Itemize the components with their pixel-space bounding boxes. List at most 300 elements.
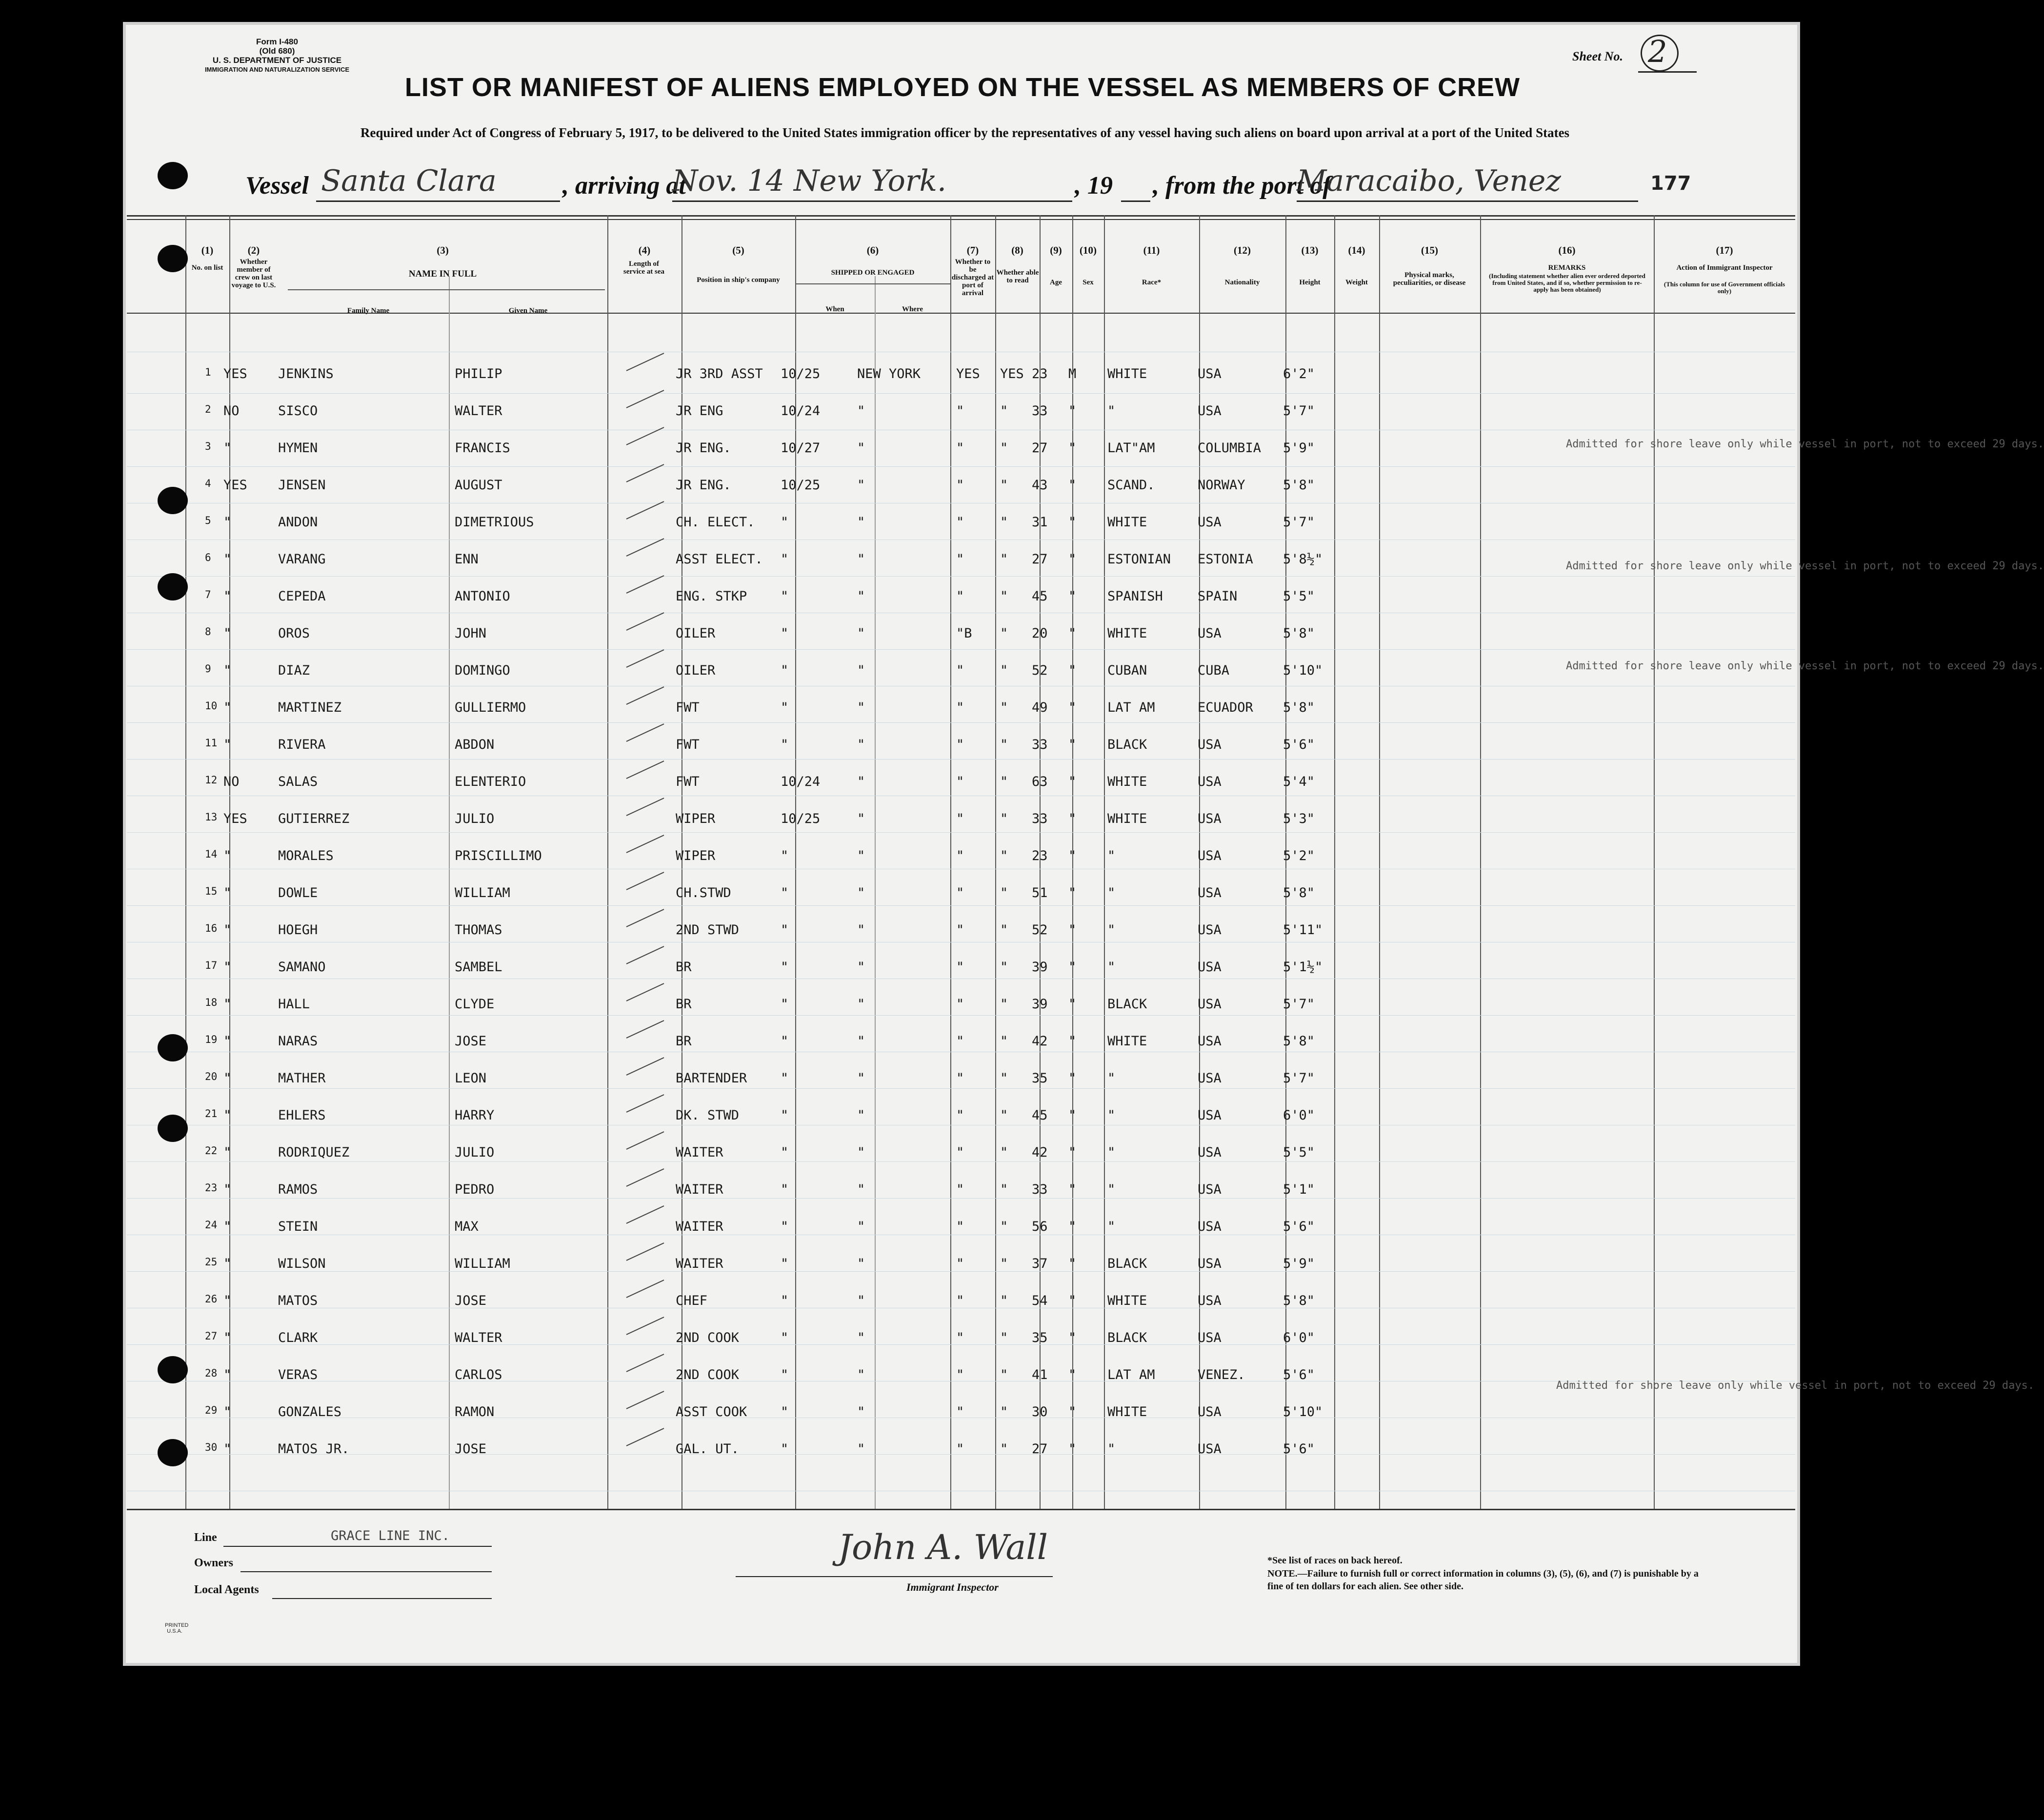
punch-hole bbox=[158, 573, 188, 600]
col11-label: Race* bbox=[1142, 279, 1162, 286]
discharged: " bbox=[956, 1071, 964, 1086]
position: CH. ELECT. bbox=[676, 515, 755, 530]
nationality: USA bbox=[1198, 997, 1222, 1012]
shipped-when: " bbox=[781, 1330, 789, 1345]
family-name: MORALES bbox=[278, 848, 334, 863]
age: 33 bbox=[1032, 1182, 1048, 1197]
able-to-read: YES bbox=[1000, 366, 1024, 381]
shipped-when: " bbox=[781, 1404, 789, 1420]
given-name: WALTER bbox=[455, 1330, 502, 1345]
when-head: When bbox=[825, 305, 844, 313]
family-name: GONZALES bbox=[278, 1404, 342, 1420]
race: WHITE bbox=[1107, 1404, 1147, 1420]
discharged: " bbox=[956, 811, 964, 826]
shipped-when: " bbox=[781, 1256, 789, 1271]
shipped-where: " bbox=[857, 1034, 865, 1049]
given-name: JOHN bbox=[455, 626, 487, 641]
given-name: ABDON bbox=[455, 737, 495, 752]
col15-label: Physical marks, peculiarities, or disease bbox=[1393, 271, 1466, 287]
last-voyage: " bbox=[223, 440, 232, 456]
family-name: JENKINS bbox=[278, 366, 334, 381]
able-to-read: " bbox=[1000, 811, 1008, 826]
nationality: USA bbox=[1198, 1034, 1222, 1049]
height: 5'7" bbox=[1283, 515, 1315, 530]
shipped-where: " bbox=[857, 478, 865, 493]
race: " bbox=[1107, 885, 1116, 900]
sex: " bbox=[1068, 1219, 1077, 1234]
col2-label: Whether member of crew on last voyage to U.S. bbox=[231, 258, 276, 289]
nationality: USA bbox=[1198, 885, 1222, 900]
col1-label: No. on list bbox=[191, 264, 223, 272]
age: 23 bbox=[1032, 366, 1048, 381]
race: WHITE bbox=[1107, 366, 1147, 381]
nationality: USA bbox=[1198, 922, 1222, 938]
last-voyage: " bbox=[223, 1256, 232, 1271]
able-to-read: " bbox=[1000, 1145, 1008, 1160]
last-voyage: " bbox=[223, 997, 232, 1012]
col7-num: (7) bbox=[966, 244, 979, 256]
race: LAT AM bbox=[1107, 1367, 1155, 1382]
given-name: DOMINGO bbox=[455, 663, 510, 678]
row-number: 3 bbox=[205, 440, 211, 452]
shipped-where: " bbox=[857, 1108, 865, 1123]
from-port-value: Maracaibo, Venez bbox=[1297, 164, 1561, 198]
table-row bbox=[127, 626, 1795, 663]
race: " bbox=[1107, 1145, 1116, 1160]
given-name: PHILIP bbox=[455, 366, 502, 381]
check-mark-icon bbox=[626, 353, 664, 371]
age: 27 bbox=[1032, 1441, 1048, 1457]
col12-label: Nationality bbox=[1224, 279, 1260, 286]
family-name: EHLERS bbox=[278, 1108, 326, 1123]
given-name: ANTONIO bbox=[455, 589, 510, 604]
table-bottom-border bbox=[127, 1509, 1795, 1510]
row-number: 26 bbox=[205, 1293, 218, 1305]
position: 2ND COOK bbox=[676, 1330, 740, 1345]
shipped-when: 10/24 bbox=[781, 403, 821, 419]
sex: " bbox=[1068, 1145, 1077, 1160]
family-name: HALL bbox=[278, 997, 310, 1012]
col11-num: (11) bbox=[1143, 244, 1160, 256]
sex: " bbox=[1068, 885, 1077, 900]
shipped-when: " bbox=[781, 1108, 789, 1123]
given-name: JULIO bbox=[455, 811, 495, 826]
arriving-value: Nov. 14 New York. bbox=[672, 164, 947, 198]
given-name: WILLIAM bbox=[455, 1256, 510, 1271]
family-name: ANDON bbox=[278, 515, 318, 530]
position: CH.STWD bbox=[676, 885, 731, 900]
discharged: " bbox=[956, 1145, 964, 1160]
sex: " bbox=[1068, 552, 1077, 567]
given-name: MAX bbox=[455, 1219, 479, 1234]
printer-mark: PRINTED U.S.A. bbox=[165, 1622, 189, 1634]
able-to-read: " bbox=[1000, 403, 1008, 419]
age: 27 bbox=[1032, 440, 1048, 456]
table-row bbox=[127, 1034, 1795, 1071]
owners-label: Owners bbox=[194, 1557, 233, 1569]
family-name: RAMOS bbox=[278, 1182, 318, 1197]
nationality: SPAIN bbox=[1198, 589, 1238, 604]
shipped-where: " bbox=[857, 848, 865, 863]
discharged: YES bbox=[956, 366, 980, 381]
race: " bbox=[1107, 1219, 1116, 1234]
discharged: " bbox=[956, 1219, 964, 1234]
age: 35 bbox=[1032, 1071, 1048, 1086]
sheet-number-label: Sheet No. bbox=[1572, 49, 1623, 63]
height: 5'1" bbox=[1283, 1182, 1315, 1197]
crew-table bbox=[127, 215, 2044, 1513]
sex: " bbox=[1068, 737, 1077, 752]
age: 45 bbox=[1032, 1108, 1048, 1123]
height: 5'7" bbox=[1283, 1071, 1315, 1086]
race: LAT"AM bbox=[1107, 440, 1155, 456]
shipped-where: " bbox=[857, 440, 865, 456]
given-name: PEDRO bbox=[455, 1182, 495, 1197]
sex: " bbox=[1068, 1441, 1077, 1457]
shipped-when: " bbox=[781, 1145, 789, 1160]
race: ESTONIAN bbox=[1107, 552, 1171, 567]
nationality: USA bbox=[1198, 1330, 1222, 1345]
race: WHITE bbox=[1107, 626, 1147, 641]
line-underline bbox=[223, 1546, 492, 1547]
sex: " bbox=[1068, 774, 1077, 789]
col3-num: (3) bbox=[437, 244, 449, 256]
age: 30 bbox=[1032, 1404, 1048, 1420]
row-number: 17 bbox=[205, 960, 218, 971]
table-top-border-2 bbox=[127, 219, 1795, 220]
shipped-where: " bbox=[857, 1145, 865, 1160]
col16-label: REMARKS bbox=[1548, 264, 1586, 272]
position: JR ENG. bbox=[676, 478, 731, 493]
height: 5'11" bbox=[1283, 922, 1323, 938]
given-name: WILLIAM bbox=[455, 885, 510, 900]
nationality: CUBA bbox=[1198, 663, 1230, 678]
shipped-where: " bbox=[857, 1441, 865, 1457]
family-name: STEIN bbox=[278, 1219, 318, 1234]
race: " bbox=[1107, 960, 1116, 975]
row-number: 23 bbox=[205, 1182, 218, 1194]
family-name: MATHER bbox=[278, 1071, 326, 1086]
height: 5'10" bbox=[1283, 1404, 1323, 1420]
table-row bbox=[127, 1219, 1795, 1256]
agents-underline bbox=[272, 1598, 492, 1599]
able-to-read: " bbox=[1000, 1034, 1008, 1049]
line-label: Line bbox=[194, 1531, 217, 1544]
sex: " bbox=[1068, 626, 1077, 641]
nationality: COLUMBIA bbox=[1198, 440, 1262, 456]
form-number: Form I-480 bbox=[256, 37, 298, 46]
table-row bbox=[127, 1404, 1795, 1441]
signature-underline bbox=[736, 1576, 1053, 1577]
table-row bbox=[127, 848, 1795, 885]
able-to-read: " bbox=[1000, 589, 1008, 604]
able-to-read: " bbox=[1000, 922, 1008, 938]
height: 5'8" bbox=[1283, 626, 1315, 641]
sex: " bbox=[1068, 663, 1077, 678]
discharged: " bbox=[956, 885, 964, 900]
age: 39 bbox=[1032, 960, 1048, 975]
shipped-when: " bbox=[781, 885, 789, 900]
nationality: USA bbox=[1198, 1145, 1222, 1160]
position: GAL. UT. bbox=[676, 1441, 740, 1457]
last-voyage: " bbox=[223, 960, 232, 975]
table-row bbox=[127, 1441, 1795, 1479]
last-voyage: " bbox=[223, 1145, 232, 1160]
position: WIPER bbox=[676, 811, 716, 826]
col14-label: Weight bbox=[1345, 279, 1368, 286]
row-number: 11 bbox=[205, 737, 218, 749]
col2-num: (2) bbox=[247, 244, 260, 256]
given-name: ELENTERIO bbox=[455, 774, 526, 789]
given-name-head: Given Name bbox=[508, 307, 548, 315]
given-name: HARRY bbox=[455, 1108, 495, 1123]
age: 37 bbox=[1032, 1256, 1048, 1271]
shipped-where: " bbox=[857, 589, 865, 604]
shipped-when: " bbox=[781, 552, 789, 567]
able-to-read: " bbox=[1000, 737, 1008, 752]
age: 33 bbox=[1032, 403, 1048, 419]
col3-label: NAME IN FULL bbox=[408, 269, 477, 279]
last-voyage: NO bbox=[223, 403, 240, 419]
able-to-read: " bbox=[1000, 774, 1008, 789]
table-row bbox=[127, 1367, 1795, 1404]
punch-hole bbox=[158, 1439, 188, 1466]
col5-label: Position in ship's company bbox=[697, 276, 780, 284]
discharged: " bbox=[956, 848, 964, 863]
sex: " bbox=[1068, 811, 1077, 826]
family-name: VARANG bbox=[278, 552, 326, 567]
family-name: CEPEDA bbox=[278, 589, 326, 604]
height: 5'9" bbox=[1283, 1256, 1315, 1271]
shipped-when: " bbox=[781, 1071, 789, 1086]
able-to-read: " bbox=[1000, 515, 1008, 530]
family-name: OROS bbox=[278, 626, 310, 641]
punch-hole bbox=[158, 1115, 188, 1142]
row-number: 5 bbox=[205, 515, 211, 526]
family-name: WILSON bbox=[278, 1256, 326, 1271]
able-to-read: " bbox=[1000, 552, 1008, 567]
col14-num: (14) bbox=[1348, 244, 1365, 256]
shipped-when: " bbox=[781, 1182, 789, 1197]
sex: " bbox=[1068, 1182, 1077, 1197]
sex: " bbox=[1068, 700, 1077, 715]
discharged: " bbox=[956, 589, 964, 604]
family-name: MATOS bbox=[278, 1293, 318, 1308]
shipped-when: " bbox=[781, 960, 789, 975]
discharged: " bbox=[956, 1256, 964, 1271]
given-name: AUGUST bbox=[455, 478, 502, 493]
given-name: ENN bbox=[455, 552, 479, 567]
shipped-when: " bbox=[781, 1293, 789, 1308]
table-row bbox=[127, 478, 1795, 515]
height: 5'8½" bbox=[1283, 552, 1323, 567]
race: WHITE bbox=[1107, 811, 1147, 826]
col5-num: (5) bbox=[732, 244, 744, 256]
race: BLACK bbox=[1107, 1330, 1147, 1345]
shipped-when: " bbox=[781, 663, 789, 678]
age: 27 bbox=[1032, 552, 1048, 567]
sex: " bbox=[1068, 515, 1077, 530]
last-voyage: " bbox=[223, 700, 232, 715]
arriving-underline bbox=[672, 200, 1072, 202]
age: 42 bbox=[1032, 1034, 1048, 1049]
shipped-when: " bbox=[781, 737, 789, 752]
age: 41 bbox=[1032, 1367, 1048, 1382]
race: LAT AM bbox=[1107, 700, 1155, 715]
able-to-read: " bbox=[1000, 1367, 1008, 1382]
position: BR bbox=[676, 1034, 692, 1049]
height: 5'5" bbox=[1283, 589, 1315, 604]
department-name: U. S. DEPARTMENT OF JUSTICE bbox=[212, 56, 342, 65]
nationality: USA bbox=[1198, 960, 1222, 975]
col6-num: (6) bbox=[866, 244, 879, 256]
punch-hole bbox=[158, 487, 188, 514]
last-voyage: " bbox=[223, 1330, 232, 1345]
height: 5'8" bbox=[1283, 885, 1315, 900]
height: 6'0" bbox=[1283, 1330, 1315, 1345]
local-agents-label: Local Agents bbox=[194, 1583, 259, 1596]
discharged: " bbox=[956, 478, 964, 493]
height: 5'6" bbox=[1283, 1367, 1315, 1382]
given-name: JOSE bbox=[455, 1034, 487, 1049]
from-port-underline bbox=[1297, 200, 1638, 202]
shipped-when: " bbox=[781, 700, 789, 715]
table-row bbox=[127, 440, 1795, 478]
race: SCAND. bbox=[1107, 478, 1155, 493]
shipped-where: " bbox=[857, 552, 865, 567]
old-form-number: (Old 680) bbox=[259, 46, 295, 56]
shipped-when: " bbox=[781, 515, 789, 530]
race: " bbox=[1107, 403, 1116, 419]
age: 31 bbox=[1032, 515, 1048, 530]
height: 6'2" bbox=[1283, 366, 1315, 381]
family-name: DIAZ bbox=[278, 663, 310, 678]
last-voyage: " bbox=[223, 1034, 232, 1049]
col6-label: SHIPPED OR ENGAGED bbox=[831, 269, 915, 277]
shipped-where: " bbox=[857, 1256, 865, 1271]
able-to-read: " bbox=[1000, 478, 1008, 493]
family-name: SALAS bbox=[278, 774, 318, 789]
family-name: VERAS bbox=[278, 1367, 318, 1382]
position: JR 3RD ASST bbox=[676, 366, 763, 381]
age: 63 bbox=[1032, 774, 1048, 789]
family-name: JENSEN bbox=[278, 478, 326, 493]
penalty-note: NOTE.—Failure to furnish full or correct information in columns (3), (5), (6), and (7) is punishable by a fine of ten dollars for each alien. See other side. bbox=[1267, 1568, 1699, 1592]
nationality: ESTONIA bbox=[1198, 552, 1253, 567]
given-name: DIMETRIOUS bbox=[455, 515, 534, 530]
height: 5'4" bbox=[1283, 774, 1315, 789]
service-name: IMMIGRATION AND NATURALIZATION SERVICE bbox=[204, 66, 350, 73]
given-name: WALTER bbox=[455, 403, 502, 419]
col1-num: (1) bbox=[201, 244, 214, 256]
shipped-when: " bbox=[781, 1034, 789, 1049]
row-number: 27 bbox=[205, 1330, 218, 1342]
shipped-where: " bbox=[857, 1071, 865, 1086]
sex: " bbox=[1068, 478, 1077, 493]
shipped-where: NEW YORK bbox=[857, 366, 921, 381]
position: JR ENG. bbox=[676, 440, 731, 456]
row-number: 18 bbox=[205, 997, 218, 1008]
shipped-when: " bbox=[781, 922, 789, 938]
row-number: 12 bbox=[205, 774, 218, 786]
col4-label: Length of service at sea bbox=[623, 260, 665, 276]
discharged: " bbox=[956, 774, 964, 789]
col17-num: (17) bbox=[1716, 244, 1733, 256]
last-voyage: " bbox=[223, 737, 232, 752]
vessel-label: Vessel bbox=[245, 172, 309, 200]
height: 5'6" bbox=[1283, 1219, 1315, 1234]
sex: " bbox=[1068, 589, 1077, 604]
table-row bbox=[127, 1330, 1795, 1367]
punch-hole bbox=[158, 1356, 188, 1383]
row-number: 7 bbox=[205, 589, 211, 600]
age: 23 bbox=[1032, 848, 1048, 863]
last-voyage: " bbox=[223, 515, 232, 530]
able-to-read: " bbox=[1000, 1071, 1008, 1086]
shipped-where: " bbox=[857, 811, 865, 826]
nationality: USA bbox=[1198, 1071, 1222, 1086]
able-to-read: " bbox=[1000, 700, 1008, 715]
sex: " bbox=[1068, 848, 1077, 863]
table-row bbox=[127, 997, 1795, 1034]
discharged: " bbox=[956, 922, 964, 938]
position: ENG. STKP bbox=[676, 589, 747, 604]
document-title: LIST OR MANIFEST OF ALIENS EMPLOYED ON THE VESSEL AS MEMBERS OF CREW bbox=[404, 73, 1521, 102]
shipped-when: 10/24 bbox=[781, 774, 821, 789]
discharged: " bbox=[956, 997, 964, 1012]
row-number: 24 bbox=[205, 1219, 218, 1231]
height: 5'2" bbox=[1283, 848, 1315, 863]
discharged: " bbox=[956, 1034, 964, 1049]
position: BR bbox=[676, 960, 692, 975]
shipped-where: " bbox=[857, 737, 865, 752]
row-number: 28 bbox=[205, 1367, 218, 1379]
height: 5'3" bbox=[1283, 811, 1315, 826]
last-voyage: " bbox=[223, 1367, 232, 1382]
height: 5'10" bbox=[1283, 663, 1323, 678]
row-number: 9 bbox=[205, 663, 211, 675]
age: 45 bbox=[1032, 589, 1048, 604]
nationality: USA bbox=[1198, 737, 1222, 752]
race: CUBAN bbox=[1107, 663, 1147, 678]
punch-hole bbox=[158, 162, 188, 189]
last-voyage: " bbox=[223, 1441, 232, 1457]
position: CHEF bbox=[676, 1293, 708, 1308]
age: 20 bbox=[1032, 626, 1048, 641]
race: " bbox=[1107, 1071, 1116, 1086]
discharged: " bbox=[956, 1367, 964, 1382]
col10-num: (10) bbox=[1080, 244, 1097, 256]
shipped-where: " bbox=[857, 626, 865, 641]
position: BARTENDER bbox=[676, 1071, 747, 1086]
row-number: 1 bbox=[205, 366, 211, 378]
nationality: ECUADOR bbox=[1198, 700, 1253, 715]
sex: " bbox=[1068, 1108, 1077, 1123]
row-number: 30 bbox=[205, 1441, 218, 1453]
col12-num: (12) bbox=[1234, 244, 1251, 256]
punch-hole bbox=[158, 1034, 188, 1061]
discharged: "B bbox=[956, 626, 972, 641]
nationality: USA bbox=[1198, 1256, 1222, 1271]
discharged: " bbox=[956, 737, 964, 752]
race: BLACK bbox=[1107, 1256, 1147, 1271]
sex: " bbox=[1068, 1034, 1077, 1049]
race: WHITE bbox=[1107, 1293, 1147, 1308]
shipped-when: " bbox=[781, 626, 789, 641]
discharged: " bbox=[956, 700, 964, 715]
table-row bbox=[127, 885, 1795, 922]
name-subhead-rule bbox=[288, 289, 605, 290]
